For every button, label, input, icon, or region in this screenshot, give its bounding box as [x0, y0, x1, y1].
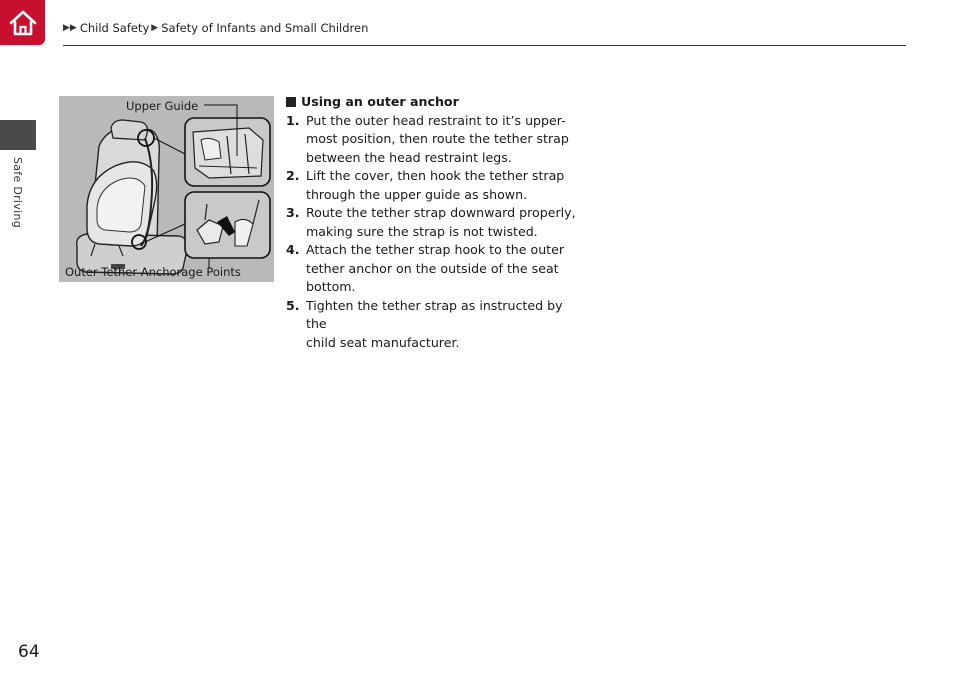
step-item: 1. Put the outer head restraint to it’s upper- most position, then route the tether strap between the head restraint legs. [286, 112, 569, 165]
figure-label-upper-guide: Upper Guide [126, 99, 199, 113]
figure-label-outer-anchors: Outer Tether Anchorage Points [65, 265, 241, 279]
step-item: 5. Tighten the tether strap as instructed by the child seat manufacturer. [286, 297, 563, 350]
breadcrumb-safety-infants[interactable]: Safety of Infants and Small Children [161, 21, 369, 35]
child-seat-drawing [59, 96, 274, 282]
home-button[interactable] [0, 0, 45, 45]
header-divider [63, 45, 906, 46]
step-item: 4. Attach the tether strap hook to the outer tether anchor on the outside of the seat bottom. [286, 242, 565, 294]
step-item: 2. Lift the cover, then hook the tether strap through the upper guide as shown. [286, 168, 565, 202]
child-seat-illustration [59, 96, 274, 282]
step-item: 3. Route the tether strap downward properly, making sure the strap is not twisted. [286, 205, 576, 239]
breadcrumb-arrow-icon: ▶▶ [63, 23, 77, 33]
breadcrumb [63, 19, 368, 37]
breadcrumb-arrow-icon: ▶ [151, 23, 159, 33]
section-heading: Using an outer anchor [286, 93, 586, 112]
breadcrumb-child-safety[interactable]: Child Safety [79, 21, 150, 35]
section-tab-marker[interactable] [0, 120, 36, 150]
section-side-label: Safe Driving [11, 156, 25, 228]
instructions-section [286, 93, 586, 352]
step-list [286, 112, 586, 353]
page-number: 64 [18, 642, 40, 662]
heading-square-icon [286, 97, 296, 107]
home-icon [6, 6, 40, 40]
